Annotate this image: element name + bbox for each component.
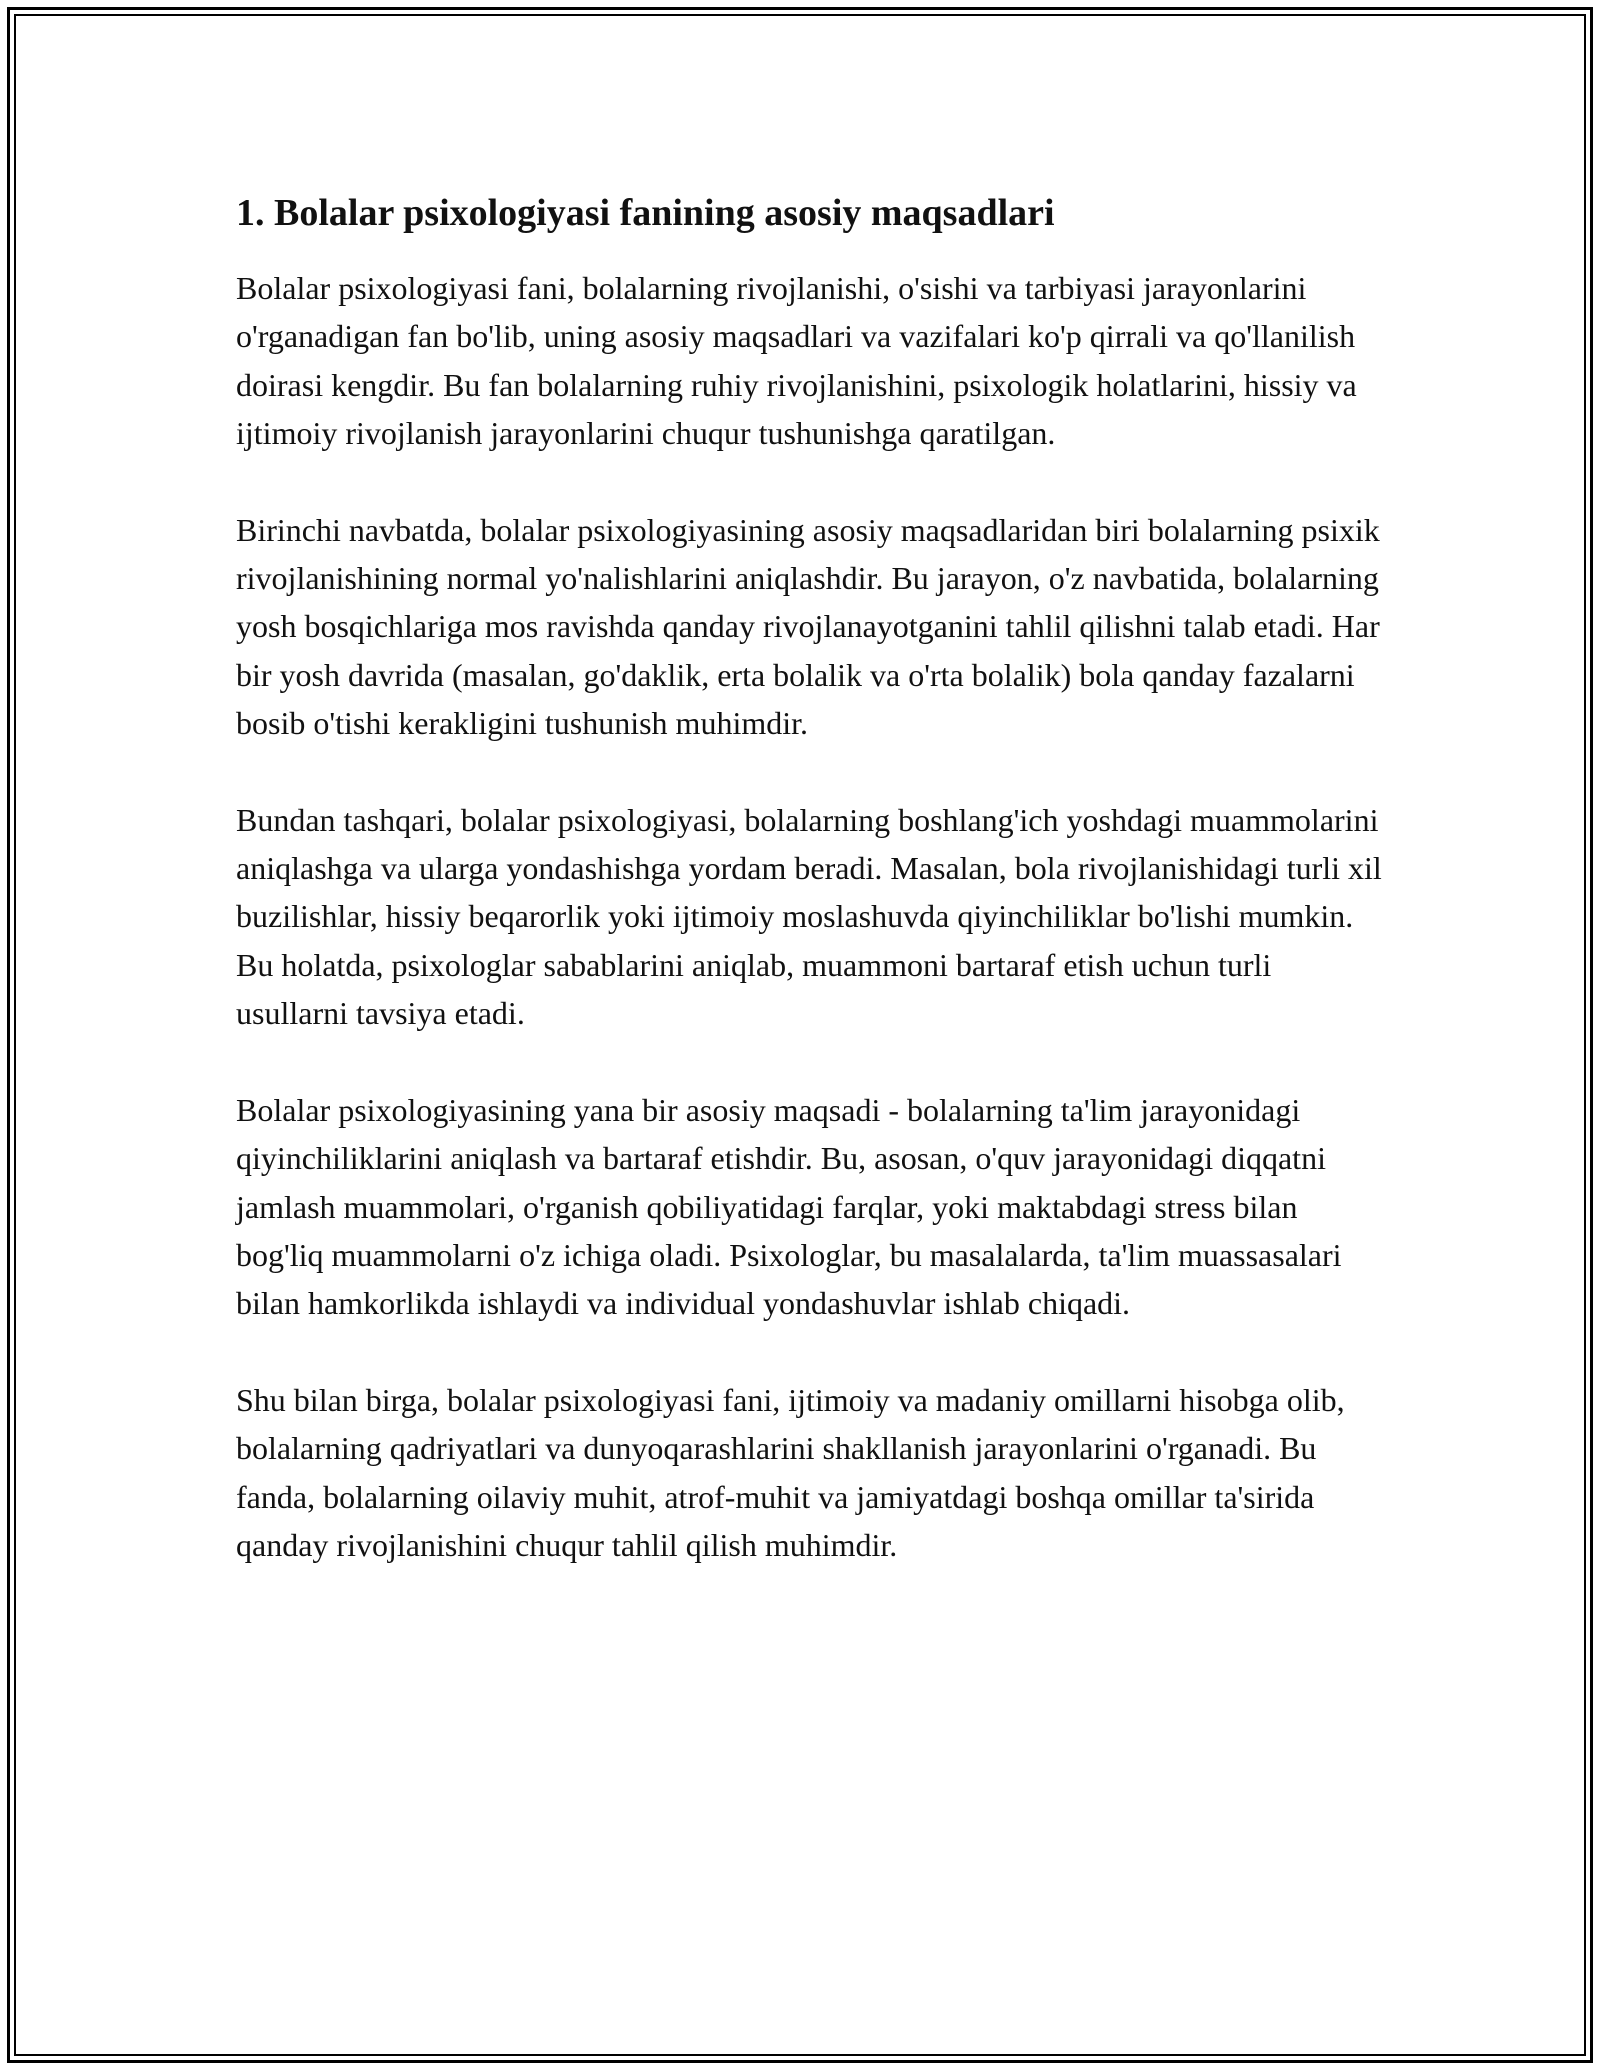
paragraph-1: Bolalar psixologiyasi fani, bolalarning rivojlanishi, o'sishi va tarbiyasi jarayonlarini o'rganadigan fan bo'lib, uning asosiy maqsadlari va vazifalari ko'p qirrali va qo'llanilish doirasi kengdir. Bu fan bolalarning ruhiy rivojlanishini, psixologik holatlarini, hissiy va ijtimoiy rivojlanish jarayonlarini chuqur tushunishga qaratilgan. bbox=[236, 270, 1357, 452]
paragraph-5: Shu bilan birga, bolalar psixologiyasi fani, ijtimoiy va madaniy omillarni hisobga olib, bolalarning qadriyatlari va dunyoqarashlarini shakllanish jarayonlarini o'rganadi. Bu fanda, bolalarning oilaviy muhit, atrof-muhit va jamiyatdagi boshqa omillar ta'sirida qanday rivojlanishini chuqur tahlil qilish muhimdir. bbox=[236, 1381, 1345, 1563]
section-heading: 1. Bolalar psixologiyasi fanining asosiy maqsadlari bbox=[236, 192, 1055, 234]
paragraph-3: Bundan tashqari, bolalar psixologiyasi, bolalarning boshlang'ich yoshdagi muammolarini aniqlashga va ularga yondashishga yordam beradi. Masalan, bola rivojlanishidagi turli xil buzilishlar, hissiy beqarorlik yoki ijtimoiy moslashuvda qiyinchiliklar bo'lishi mumkin. Bu holatda, psixologlar sabablarini aniqlab, muammoni bartaraf etish uchun turli usullarni tavsiya etadi. bbox=[236, 801, 1382, 1032]
paragraph-2: Birinchi navbatda, bolalar psixologiyasining asosiy maqsadlaridan biri bolalarning psixik rivojlanishining normal yo'nalishlarini aniqlashdir. Bu jarayon, o'z navbatida, bolalarning yosh bosqichlariga mos ravishda qanday rivojlanayotganini tahlil qilishni talab etadi. Har bir yosh davrida (masalan, go'daklik, erta bolalik va o'rta bolalik) bola qanday fazalarni bosib o'tishi kerakligini tushunish muhimdir. bbox=[236, 511, 1380, 742]
document-body bbox=[236, 188, 1386, 1617]
paragraph-4: Bolalar psixologiyasining yana bir asosiy maqsadi - bolalarning ta'lim jarayonidagi qiyinchiliklarini aniqlash va bartaraf etishdir. Bu, asosan, o'quv jarayonidagi diqqatni jamlash muammolari, o'rganish qobiliyatidagi farqlar, yoki maktabdagi stress bilan bog'liq muammolarni o'z ichiga oladi. Psixologlar, bu masalalarda, ta'lim muassasalari bilan hamkorlikda ishlaydi va individual yondashuvlar ishlab chiqadi. bbox=[236, 1091, 1342, 1322]
